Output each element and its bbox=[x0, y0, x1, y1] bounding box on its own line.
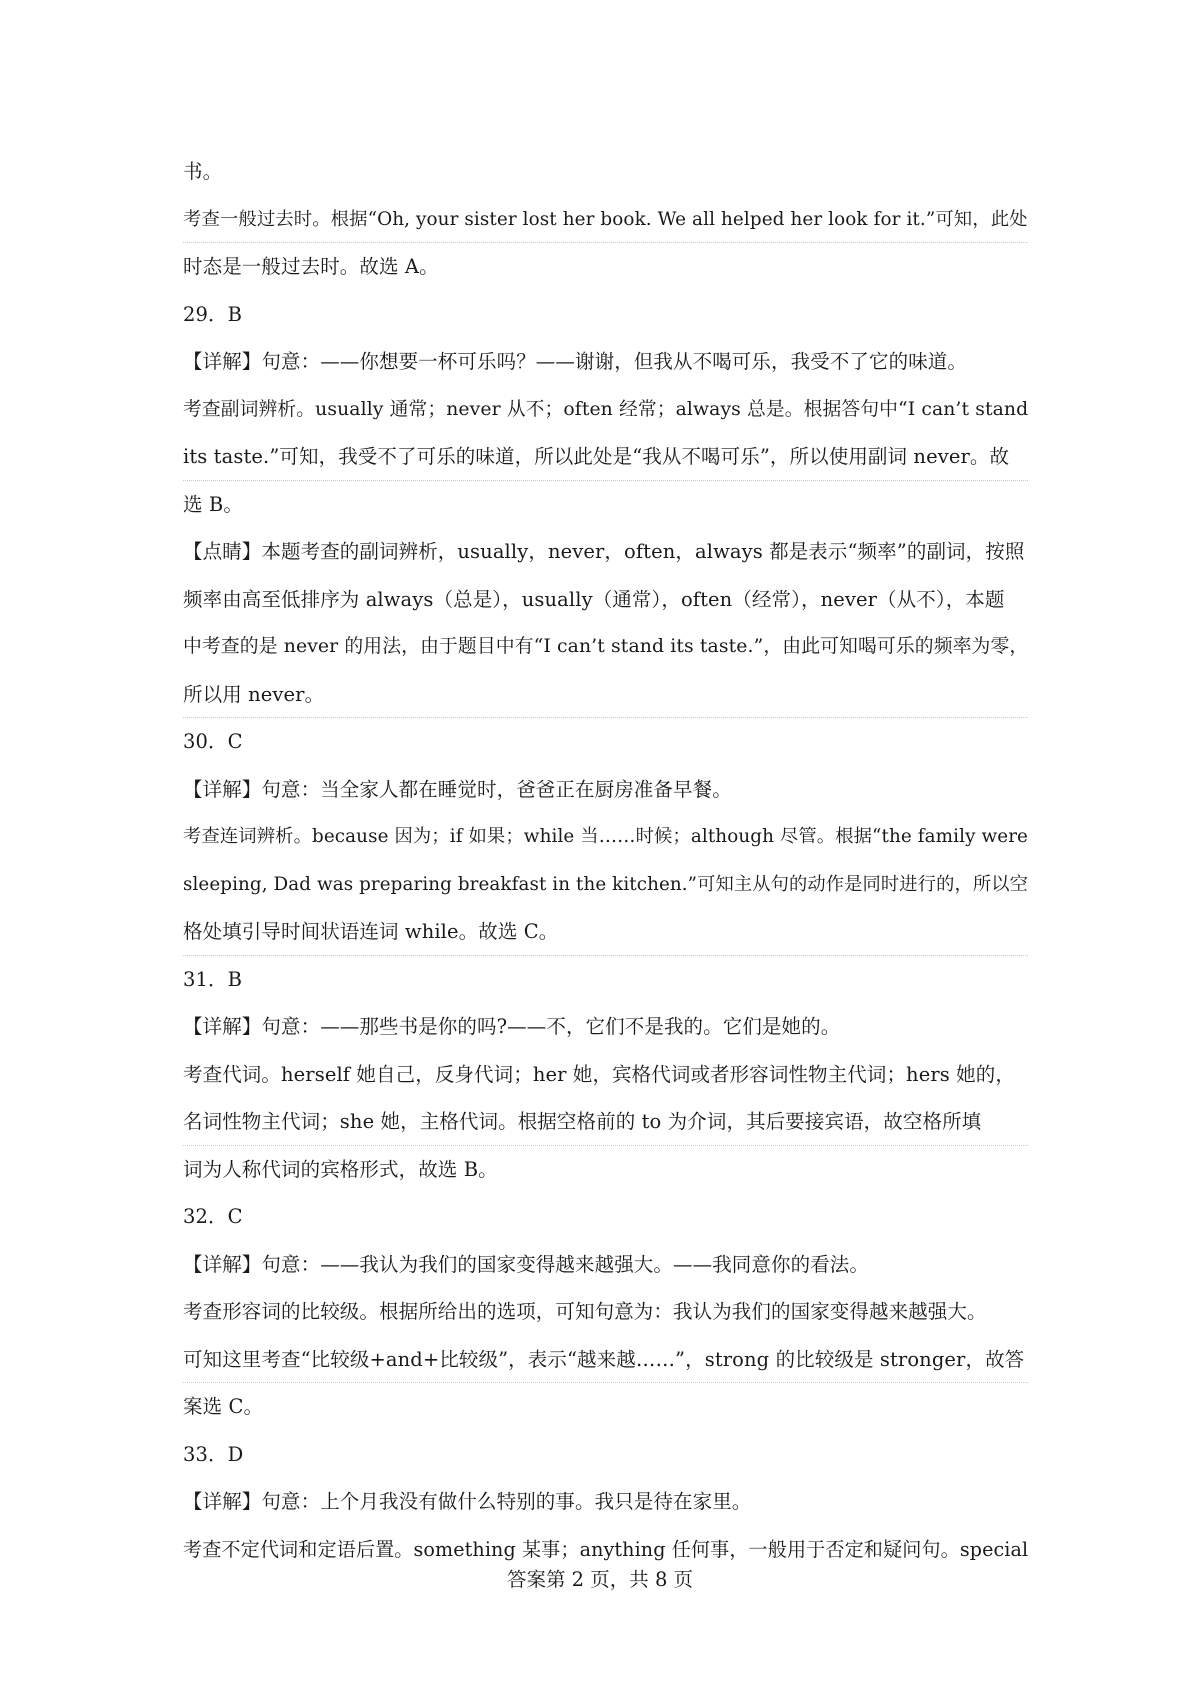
text-line: 选 B。 bbox=[183, 492, 243, 516]
text-line: 【详解】句意：——那些书是你的吗?——不，它们不是我的。它们是她的。 bbox=[183, 1015, 841, 1038]
text-line: 【点睛】本题考查的副词辨析，usually，never，often，always 都是表示“频率”的副词，按照 bbox=[183, 540, 1025, 563]
text-line: 考查不定代词和定语后置。something 某事；anything 任何事，一般用于否定和疑问句。special bbox=[183, 1537, 1028, 1561]
text-line: 【详解】句意：——我认为我们的国家变得越来越强大。——我同意你的看法。 bbox=[183, 1252, 870, 1276]
text-line: 【详解】句意：当全家人都在睡觉时，爸爸正在厨房准备早餐。 bbox=[183, 777, 732, 801]
text-line: 频率由高至低排序为 always（总是），usually（通常），often（经常），never（从不），本题 bbox=[183, 587, 1005, 611]
text-line: 格处填引导时间状语连词 while。故选 C。 bbox=[183, 908, 1028, 956]
text-line: 可知这里考查“比较级+and+比较级”，表示“越来越……”，strong 的比较级是 stronger，故答 bbox=[183, 1336, 1028, 1384]
text-line: 29．B bbox=[183, 302, 243, 326]
text-line: 【详解】句意：——你想要一杯可乐吗？——谢谢，但我从不喝可乐，我受不了它的味道。 bbox=[183, 350, 968, 373]
text-line: sleeping, Dad was preparing breakfast in the kitchen.”可知主从句的动作是同时进行的，所以空 bbox=[183, 873, 1028, 895]
text-line: 30．C bbox=[183, 730, 243, 753]
text-line: 名词性物主代词；she 她，主格代词。根据空格前的 to 为介词，其后要接宾语，故空格所填 bbox=[183, 1098, 1028, 1146]
text-line: 考查连词辨析。because 因为；if 如果；while 当……时候；although 尽管。根据“the family were bbox=[183, 826, 1028, 847]
text-line: 中考查的是 never 的用法，由于题目中有“I can’t stand its taste.”，由此可知喝可乐的频率为零， bbox=[183, 636, 1028, 657]
text-line: 所以用 never。 bbox=[183, 671, 1028, 719]
text-line: 案选 C。 bbox=[183, 1395, 264, 1418]
text-line: 32．C bbox=[183, 1205, 243, 1228]
text-line: 33．D bbox=[183, 1442, 244, 1466]
text-line: 考查副词辨析。usually 通常；never 从不；often 经常；always 总是。根据答句中“I can’t stand bbox=[183, 398, 1028, 420]
text-line: 31．B bbox=[183, 967, 243, 991]
text-line: 考查代词。herself 她自己，反身代词；her 她，宾格代词或者形容词性物主代词；hers 她的， bbox=[183, 1062, 1015, 1086]
text-line: 考查形容词的比较级。根据所给出的选项，可知句意为：我认为我们的国家变得越来越强大。 bbox=[183, 1300, 987, 1323]
page-footer: 答案第 2 页，共 8 页 bbox=[506, 1568, 694, 1591]
text-line: 【详解】句意：上个月我没有做什么特别的事。我只是待在家里。 bbox=[183, 1490, 752, 1513]
answer-explanations bbox=[183, 148, 1028, 1573]
text-line: its taste.”可知，我受不了可乐的味道，所以此处是“我从不喝可乐”，所以使用副词 never。故 bbox=[183, 433, 1028, 481]
text-line: 时态是一般过去时。故选 A。 bbox=[183, 255, 439, 278]
text-line: 书。 bbox=[183, 160, 223, 183]
text-line: 考查一般过去时。根据“Oh, your sister lost her book. We all helped her look for it.”可知，此处 bbox=[183, 196, 1028, 244]
text-line: 词为人称代词的宾格形式，故选 B。 bbox=[183, 1157, 498, 1181]
